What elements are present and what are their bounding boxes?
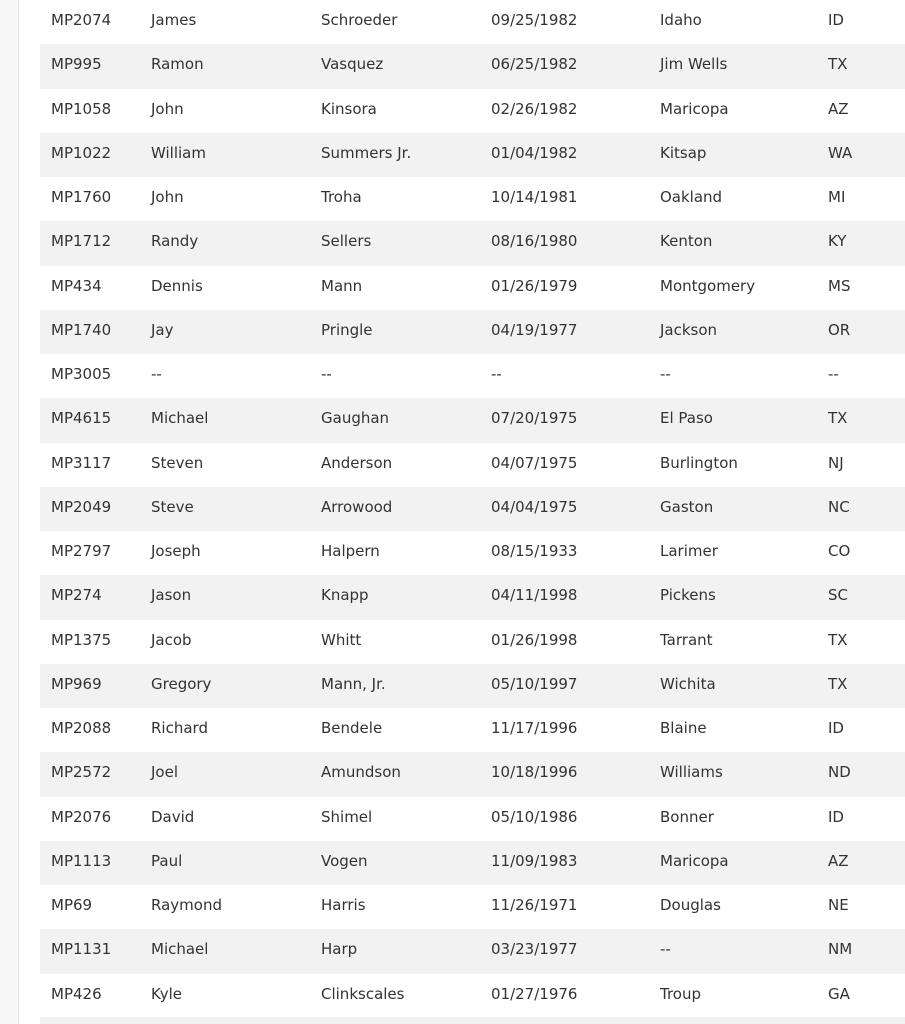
first-name-cell: Jay bbox=[151, 320, 174, 339]
county-cell: Kenton bbox=[660, 232, 713, 251]
first-name-cell: Gregory bbox=[151, 674, 212, 693]
county-cell: Maricopa bbox=[660, 851, 729, 870]
date-cell: 01/26/1979 bbox=[491, 276, 578, 295]
state-cell: TX bbox=[828, 409, 848, 428]
last-name-cell: Mann bbox=[321, 276, 363, 295]
table-row[interactable] bbox=[40, 443, 905, 487]
county-cell: Maricopa bbox=[660, 99, 729, 118]
case-number-cell: MP426 bbox=[51, 984, 102, 1003]
table-row[interactable] bbox=[40, 133, 905, 177]
date-cell: 04/11/1998 bbox=[491, 586, 578, 605]
state-cell: ND bbox=[828, 763, 851, 782]
table-row[interactable] bbox=[40, 797, 905, 841]
county-cell: Jackson bbox=[660, 320, 718, 339]
date-cell: 05/10/1997 bbox=[491, 674, 578, 693]
county-cell: Wichita bbox=[660, 674, 716, 693]
date-cell: 03/23/1977 bbox=[491, 940, 578, 959]
first-name-cell: Joseph bbox=[151, 542, 201, 560]
county-cell: Larimer bbox=[660, 542, 718, 560]
last-name-cell: Halpern bbox=[321, 542, 380, 560]
case-number-cell: MP1740 bbox=[51, 320, 112, 339]
first-name-cell: Steve bbox=[151, 497, 194, 516]
case-number-cell: MP995 bbox=[51, 55, 102, 74]
state-cell: ID bbox=[828, 719, 844, 737]
table-row-partial bbox=[40, 1017, 905, 1024]
table-row[interactable] bbox=[40, 266, 905, 310]
content-panel bbox=[18, 0, 905, 1024]
case-number-cell: MP434 bbox=[51, 276, 102, 295]
state-cell: TX bbox=[828, 674, 848, 693]
table-row[interactable] bbox=[40, 89, 905, 133]
table-row[interactable] bbox=[40, 221, 905, 265]
case-number-cell: MP1131 bbox=[51, 940, 112, 959]
county-cell: Bonner bbox=[660, 807, 714, 826]
case-number-cell: MP2049 bbox=[51, 497, 112, 516]
last-name-cell: Summers Jr. bbox=[321, 143, 412, 162]
last-name-cell: Harris bbox=[321, 896, 366, 914]
county-cell: Gaston bbox=[660, 497, 714, 516]
table-row[interactable] bbox=[40, 177, 905, 221]
first-name-cell: Kyle bbox=[151, 984, 183, 1003]
last-name-cell: Anderson bbox=[321, 453, 393, 472]
state-cell: GA bbox=[828, 984, 850, 1003]
table-row[interactable] bbox=[40, 398, 905, 442]
date-cell: 08/15/1933 bbox=[491, 542, 578, 560]
state-cell: KY bbox=[828, 232, 847, 251]
county-cell: Kitsap bbox=[660, 143, 707, 162]
last-name-cell: Vasquez bbox=[321, 55, 384, 74]
date-cell: 10/18/1996 bbox=[491, 763, 578, 782]
state-cell: TX bbox=[828, 55, 848, 74]
last-name-cell: Mann, Jr. bbox=[321, 674, 386, 693]
date-cell: 04/04/1975 bbox=[491, 497, 578, 516]
state-cell: NJ bbox=[828, 453, 844, 472]
table-row[interactable] bbox=[40, 575, 905, 619]
first-name-cell: Ramon bbox=[151, 55, 204, 74]
state-cell: -- bbox=[828, 365, 839, 383]
table-row[interactable] bbox=[40, 44, 905, 88]
last-name-cell: -- bbox=[321, 365, 332, 383]
table-row[interactable] bbox=[40, 841, 905, 885]
date-cell: 06/25/1982 bbox=[491, 55, 578, 74]
last-name-cell: Vogen bbox=[321, 851, 368, 870]
first-name-cell: Dennis bbox=[151, 276, 203, 295]
state-cell: CO bbox=[828, 542, 851, 560]
county-cell: Douglas bbox=[660, 896, 721, 914]
last-name-cell: Knapp bbox=[321, 586, 369, 605]
date-cell: 01/04/1982 bbox=[491, 143, 578, 162]
date-cell: 04/07/1975 bbox=[491, 453, 578, 472]
first-name-cell: William bbox=[151, 143, 206, 162]
table-row[interactable] bbox=[40, 354, 905, 398]
case-number-cell: MP1712 bbox=[51, 232, 112, 251]
case-number-cell: MP3117 bbox=[51, 453, 112, 472]
state-cell: ID bbox=[828, 11, 844, 29]
last-name-cell: Bendele bbox=[321, 719, 383, 737]
case-number-cell: MP2088 bbox=[51, 719, 112, 737]
first-name-cell: Richard bbox=[151, 719, 208, 737]
county-cell: Pickens bbox=[660, 586, 716, 605]
county-cell: Montgomery bbox=[660, 276, 756, 295]
date-cell: -- bbox=[491, 365, 502, 383]
county-cell: Tarrant bbox=[660, 630, 713, 649]
case-number-cell: MP4615 bbox=[51, 409, 112, 428]
county-cell: Williams bbox=[660, 763, 723, 782]
last-name-cell: Sellers bbox=[321, 232, 372, 251]
first-name-cell: John bbox=[151, 188, 184, 206]
date-cell: 04/19/1977 bbox=[491, 320, 578, 339]
date-cell: 11/09/1983 bbox=[491, 851, 578, 870]
first-name-cell: Steven bbox=[151, 453, 204, 472]
first-name-cell: Jason bbox=[151, 586, 192, 605]
state-cell: ID bbox=[828, 807, 844, 826]
county-cell: Oakland bbox=[660, 188, 723, 206]
table-row[interactable] bbox=[40, 620, 905, 664]
county-cell: Blaine bbox=[660, 719, 707, 737]
first-name-cell: -- bbox=[151, 365, 162, 383]
state-cell: MI bbox=[828, 188, 846, 206]
date-cell: 07/20/1975 bbox=[491, 409, 578, 428]
county-cell: -- bbox=[660, 365, 671, 383]
date-cell: 08/16/1980 bbox=[491, 232, 578, 251]
table-row[interactable] bbox=[40, 885, 905, 929]
case-number-cell: MP2074 bbox=[51, 11, 112, 29]
last-name-cell: Pringle bbox=[321, 320, 373, 339]
first-name-cell: John bbox=[151, 99, 184, 118]
first-name-cell: David bbox=[151, 807, 195, 826]
first-name-cell: Jacob bbox=[151, 630, 192, 649]
county-cell: Jim Wells bbox=[660, 55, 728, 74]
first-name-cell: Joel bbox=[151, 763, 178, 782]
state-cell: SC bbox=[828, 586, 848, 605]
results-table bbox=[40, 0, 905, 1018]
last-name-cell: Clinkscales bbox=[321, 984, 405, 1003]
date-cell: 02/26/1982 bbox=[491, 99, 578, 118]
first-name-cell: Randy bbox=[151, 232, 199, 251]
date-cell: 01/27/1976 bbox=[491, 984, 578, 1003]
table-row[interactable] bbox=[40, 752, 905, 796]
case-number-cell: MP1375 bbox=[51, 630, 112, 649]
table-row[interactable] bbox=[40, 708, 905, 752]
table-row[interactable] bbox=[40, 487, 905, 531]
last-name-cell: Arrowood bbox=[321, 497, 393, 516]
last-name-cell: Schroeder bbox=[321, 11, 398, 29]
county-cell: El Paso bbox=[660, 409, 713, 428]
date-cell: 01/26/1998 bbox=[491, 630, 578, 649]
last-name-cell: Harp bbox=[321, 940, 358, 959]
last-name-cell: Shimel bbox=[321, 807, 373, 826]
date-cell: 11/26/1971 bbox=[491, 896, 578, 914]
case-number-cell: MP69 bbox=[51, 896, 93, 914]
last-name-cell: Troha bbox=[321, 188, 362, 206]
state-cell: NC bbox=[828, 497, 850, 516]
last-name-cell: Whitt bbox=[321, 630, 362, 649]
case-number-cell: MP2572 bbox=[51, 763, 112, 782]
state-cell: NE bbox=[828, 896, 849, 914]
date-cell: 10/14/1981 bbox=[491, 188, 578, 206]
last-name-cell: Kinsora bbox=[321, 99, 377, 118]
case-number-cell: MP3005 bbox=[51, 365, 112, 383]
case-number-cell: MP1760 bbox=[51, 188, 112, 206]
table-row[interactable] bbox=[40, 664, 905, 708]
table-row[interactable] bbox=[40, 0, 905, 44]
first-name-cell: Paul bbox=[151, 851, 183, 870]
last-name-cell: Amundson bbox=[321, 763, 401, 782]
first-name-cell: Michael bbox=[151, 940, 209, 959]
county-cell: -- bbox=[660, 940, 671, 959]
county-cell: Troup bbox=[660, 984, 702, 1003]
last-name-cell: Gaughan bbox=[321, 409, 390, 428]
county-cell: Burlington bbox=[660, 453, 738, 472]
state-cell: AZ bbox=[828, 99, 849, 118]
first-name-cell: Raymond bbox=[151, 896, 222, 914]
date-cell: 11/17/1996 bbox=[491, 719, 578, 737]
first-name-cell: Michael bbox=[151, 409, 209, 428]
table-row[interactable] bbox=[40, 929, 905, 973]
case-number-cell: MP274 bbox=[51, 586, 102, 605]
case-number-cell: MP969 bbox=[51, 674, 102, 693]
county-cell: Idaho bbox=[660, 11, 702, 29]
state-cell: NM bbox=[828, 940, 853, 959]
state-cell: MS bbox=[828, 276, 851, 295]
case-number-cell: MP2076 bbox=[51, 807, 112, 826]
case-number-cell: MP2797 bbox=[51, 542, 112, 560]
case-number-cell: MP1113 bbox=[51, 851, 112, 870]
state-cell: TX bbox=[828, 630, 848, 649]
table-row[interactable] bbox=[40, 531, 905, 575]
case-number-cell: MP1058 bbox=[51, 99, 112, 118]
state-cell: WA bbox=[828, 143, 853, 162]
date-cell: 09/25/1982 bbox=[491, 11, 578, 29]
date-cell: 05/10/1986 bbox=[491, 807, 578, 826]
state-cell: OR bbox=[828, 320, 851, 339]
table-row[interactable] bbox=[40, 310, 905, 354]
first-name-cell: James bbox=[151, 11, 197, 29]
case-number-cell: MP1022 bbox=[51, 143, 112, 162]
state-cell: AZ bbox=[828, 851, 849, 870]
table-row[interactable] bbox=[40, 974, 905, 1018]
